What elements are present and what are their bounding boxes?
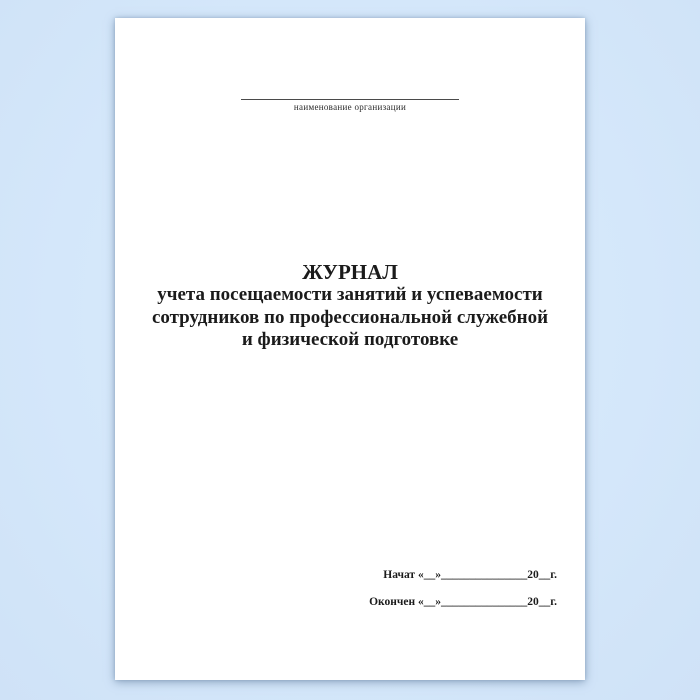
- subtitle-line-3: и физической подготовке: [241, 329, 459, 350]
- date-finished: Окончен «__»_______________20__г.: [369, 596, 557, 608]
- subtitle-line-1: учета посещаемости занятий и успеваемости: [157, 284, 543, 305]
- dates-block: [369, 569, 557, 608]
- organization-name-line: [241, 99, 459, 100]
- document-title: ЖУРНАЛ: [302, 260, 398, 284]
- document-subtitle: [115, 284, 585, 352]
- organization-block: [115, 18, 585, 113]
- title-block: [115, 260, 585, 352]
- document-page: [115, 18, 585, 680]
- subtitle-line-2: сотрудников по профессиональной служебной: [151, 306, 549, 328]
- date-started: Начат «__»_______________20__г.: [383, 569, 557, 581]
- organization-caption: наименование организации: [293, 102, 407, 112]
